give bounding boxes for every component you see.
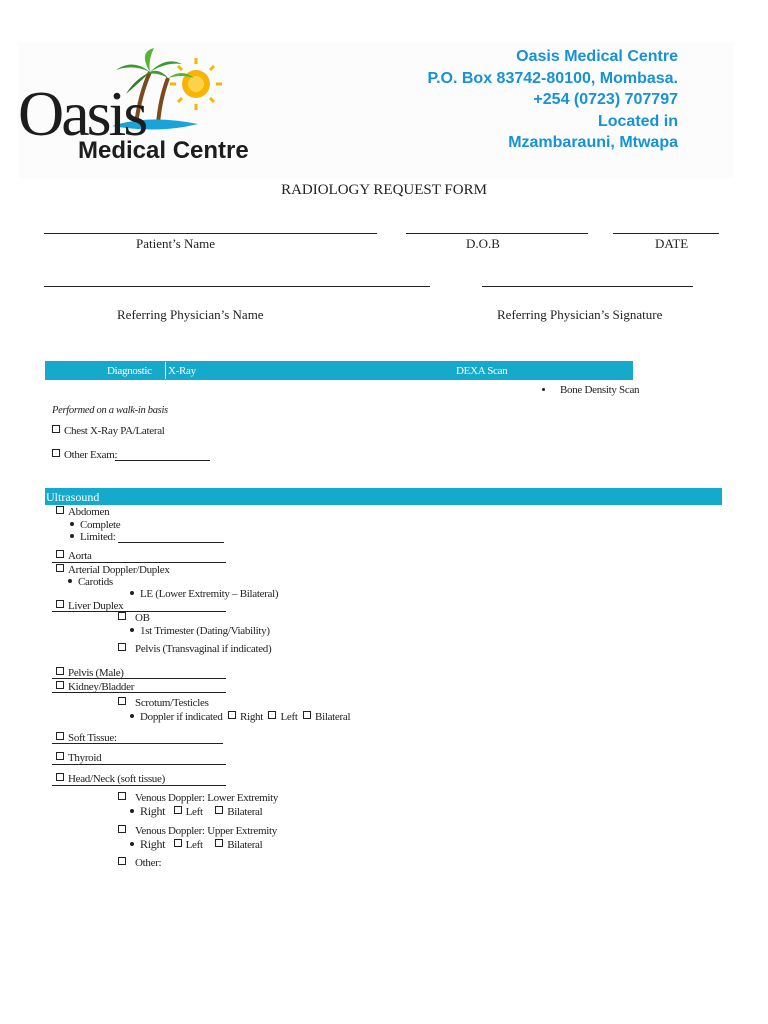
checkbox-left-icon[interactable]: [174, 839, 182, 847]
checkbox-icon[interactable]: [52, 425, 60, 433]
bullet-icon: [542, 388, 545, 391]
dexa-label: DEXA Scan: [456, 365, 508, 377]
soft-tissue-label: Soft Tissue:: [68, 732, 117, 744]
venous-upper-label: Venous Doppler: Upper Extremity: [135, 825, 277, 837]
checkbox-icon[interactable]: [56, 732, 64, 740]
chest-xray-option[interactable]: [52, 424, 165, 438]
first-trimester-option[interactable]: [130, 624, 270, 638]
liver-label: Liver Duplex: [68, 600, 124, 612]
dob-label: D.O.B: [466, 236, 500, 251]
scrotum-option[interactable]: [118, 696, 209, 710]
checkbox-icon[interactable]: [52, 449, 60, 457]
ultrasound-bar: [45, 488, 722, 505]
venous-upper-sides: [130, 837, 262, 852]
venous-lower-sides: [130, 804, 262, 819]
checkbox-icon[interactable]: [118, 825, 126, 833]
left-label: Left: [185, 806, 203, 818]
other-exam-label: Other Exam:: [64, 449, 118, 461]
venous-lower-option[interactable]: [118, 791, 278, 805]
thyroid-line: [52, 764, 226, 765]
checkbox-icon[interactable]: [56, 667, 64, 675]
complete-label: Complete: [80, 519, 121, 531]
bullet-icon: [130, 809, 134, 813]
bilateral-label: Bilateral: [227, 839, 263, 851]
xray-label: X-Ray: [168, 365, 196, 377]
checkbox-left-icon[interactable]: [268, 711, 276, 719]
first-trimester-label: 1st Trimester (Dating/Viability): [140, 625, 270, 637]
contact-name: Oasis Medical Centre: [516, 48, 678, 65]
checkbox-icon[interactable]: [118, 643, 126, 651]
ultrasound-title: Ultrasound: [46, 490, 100, 504]
bar-divider: [165, 362, 166, 379]
head-neck-line: [52, 785, 226, 786]
checkbox-icon[interactable]: [56, 773, 64, 781]
checkbox-bilateral-icon[interactable]: [303, 711, 311, 719]
contact-po-box: P.O. Box 83742-80100, Mombasa.: [427, 69, 678, 87]
bullet-icon: [130, 591, 134, 595]
checkbox-right-icon[interactable]: [228, 711, 236, 719]
checkbox-icon[interactable]: [118, 697, 126, 705]
bullet-icon: [130, 628, 134, 632]
pelvis-tv-label: Pelvis (Transvaginal if indicated): [135, 643, 272, 655]
carotids-label: Carotids: [78, 576, 113, 588]
checkbox-icon[interactable]: [56, 564, 64, 572]
ref-signature-line[interactable]: [482, 286, 693, 287]
pelvis-male-line: [52, 678, 226, 679]
pelvis-male-label: Pelvis (Male): [68, 667, 124, 679]
letterhead: [18, 42, 734, 178]
head-neck-label: Head/Neck (soft tissue): [68, 773, 165, 785]
left-label: Left: [185, 839, 203, 851]
logo-word: Oasis: [18, 78, 146, 149]
checkbox-icon[interactable]: [56, 752, 64, 760]
form-title: RADIOLOGY REQUEST FORM: [281, 182, 487, 198]
thyroid-label: Thyroid: [68, 752, 102, 764]
aorta-label: Aorta: [68, 550, 92, 562]
arterial-label: Arterial Doppler/Duplex: [68, 564, 170, 576]
soft-tissue-line[interactable]: [52, 743, 223, 744]
other-label: Other:: [135, 857, 162, 869]
right-label: Right: [140, 804, 166, 818]
doppler-indicated-label: Doppler if indicated: [140, 711, 223, 723]
kidney-line: [52, 692, 226, 693]
doppler-indicated-row: [130, 710, 350, 724]
dob-line[interactable]: [406, 233, 588, 234]
patient-name-label: Patient’s Name: [136, 236, 216, 251]
le-label: LE (Lower Extremity – Bilateral): [140, 588, 279, 600]
other-exam-line[interactable]: [115, 460, 210, 461]
bullet-icon: [70, 522, 74, 526]
bullet-icon: [70, 534, 74, 538]
head-neck-option[interactable]: [56, 772, 165, 786]
checkbox-icon[interactable]: [56, 550, 64, 558]
abdomen-option[interactable]: [56, 505, 109, 519]
patient-name-line[interactable]: [44, 233, 377, 234]
bullet-icon: [130, 842, 134, 846]
abdomen-label: Abdomen: [68, 506, 110, 518]
ref-name-line[interactable]: [44, 286, 430, 287]
le-option[interactable]: [130, 587, 278, 601]
limited-option[interactable]: [70, 530, 115, 544]
contact-location: Mzambarauni, Mtwapa: [508, 134, 678, 151]
diagnostic-label: Diagnostic: [107, 365, 152, 377]
checkbox-icon[interactable]: [56, 600, 64, 608]
other-option[interactable]: [118, 856, 161, 870]
bullet-icon: [130, 714, 134, 718]
chest-xray-label: Chest X-Ray PA/Lateral: [64, 425, 165, 437]
bone-density-label: Bone Density Scan: [560, 384, 640, 396]
checkbox-icon[interactable]: [118, 857, 126, 865]
limited-line[interactable]: [118, 542, 224, 543]
bone-density-option[interactable]: [542, 383, 639, 397]
aorta-option[interactable]: [56, 549, 92, 563]
checkbox-icon[interactable]: [118, 792, 126, 800]
venous-lower-label: Venous Doppler: Lower Extremity: [135, 792, 279, 804]
date-label: DATE: [655, 236, 689, 251]
ref-name-label: Referring Physician’s Name: [117, 307, 264, 322]
thyroid-option[interactable]: [56, 751, 101, 765]
checkbox-icon[interactable]: [118, 612, 126, 620]
right-label: Right: [240, 711, 263, 723]
date-line[interactable]: [613, 233, 719, 234]
checkbox-left-icon[interactable]: [174, 806, 182, 814]
walkin-note: Performed on a walk-in basis: [52, 405, 168, 416]
bilateral-label: Bilateral: [315, 711, 351, 723]
ob-option[interactable]: [118, 611, 150, 625]
pelvis-tv-option[interactable]: [118, 642, 271, 656]
ob-label: OB: [135, 612, 150, 624]
bullet-icon: [68, 579, 72, 583]
scrotum-label: Scrotum/Testicles: [135, 697, 209, 709]
contact-located: Located in: [597, 112, 678, 130]
bilateral-label: Bilateral: [227, 806, 263, 818]
contact-block: [427, 46, 678, 154]
kidney-label: Kidney/Bladder: [68, 681, 135, 693]
checkbox-bilateral-icon[interactable]: [215, 839, 223, 847]
logo-subtitle: Medical Centre: [78, 137, 249, 164]
carotids-option[interactable]: [68, 575, 113, 589]
right-label: Right: [140, 837, 166, 851]
ref-signature-label: Referring Physician’s Signature: [497, 307, 663, 322]
limited-label: Limited:: [80, 531, 116, 543]
checkbox-icon[interactable]: [56, 506, 64, 514]
checkbox-bilateral-icon[interactable]: [215, 806, 223, 814]
venous-upper-option[interactable]: [118, 824, 277, 838]
contact-phone: +254 (0723) 707797: [533, 91, 678, 108]
checkbox-icon[interactable]: [56, 681, 64, 689]
other-exam-option[interactable]: [52, 448, 117, 462]
left-label: Left: [280, 711, 298, 723]
